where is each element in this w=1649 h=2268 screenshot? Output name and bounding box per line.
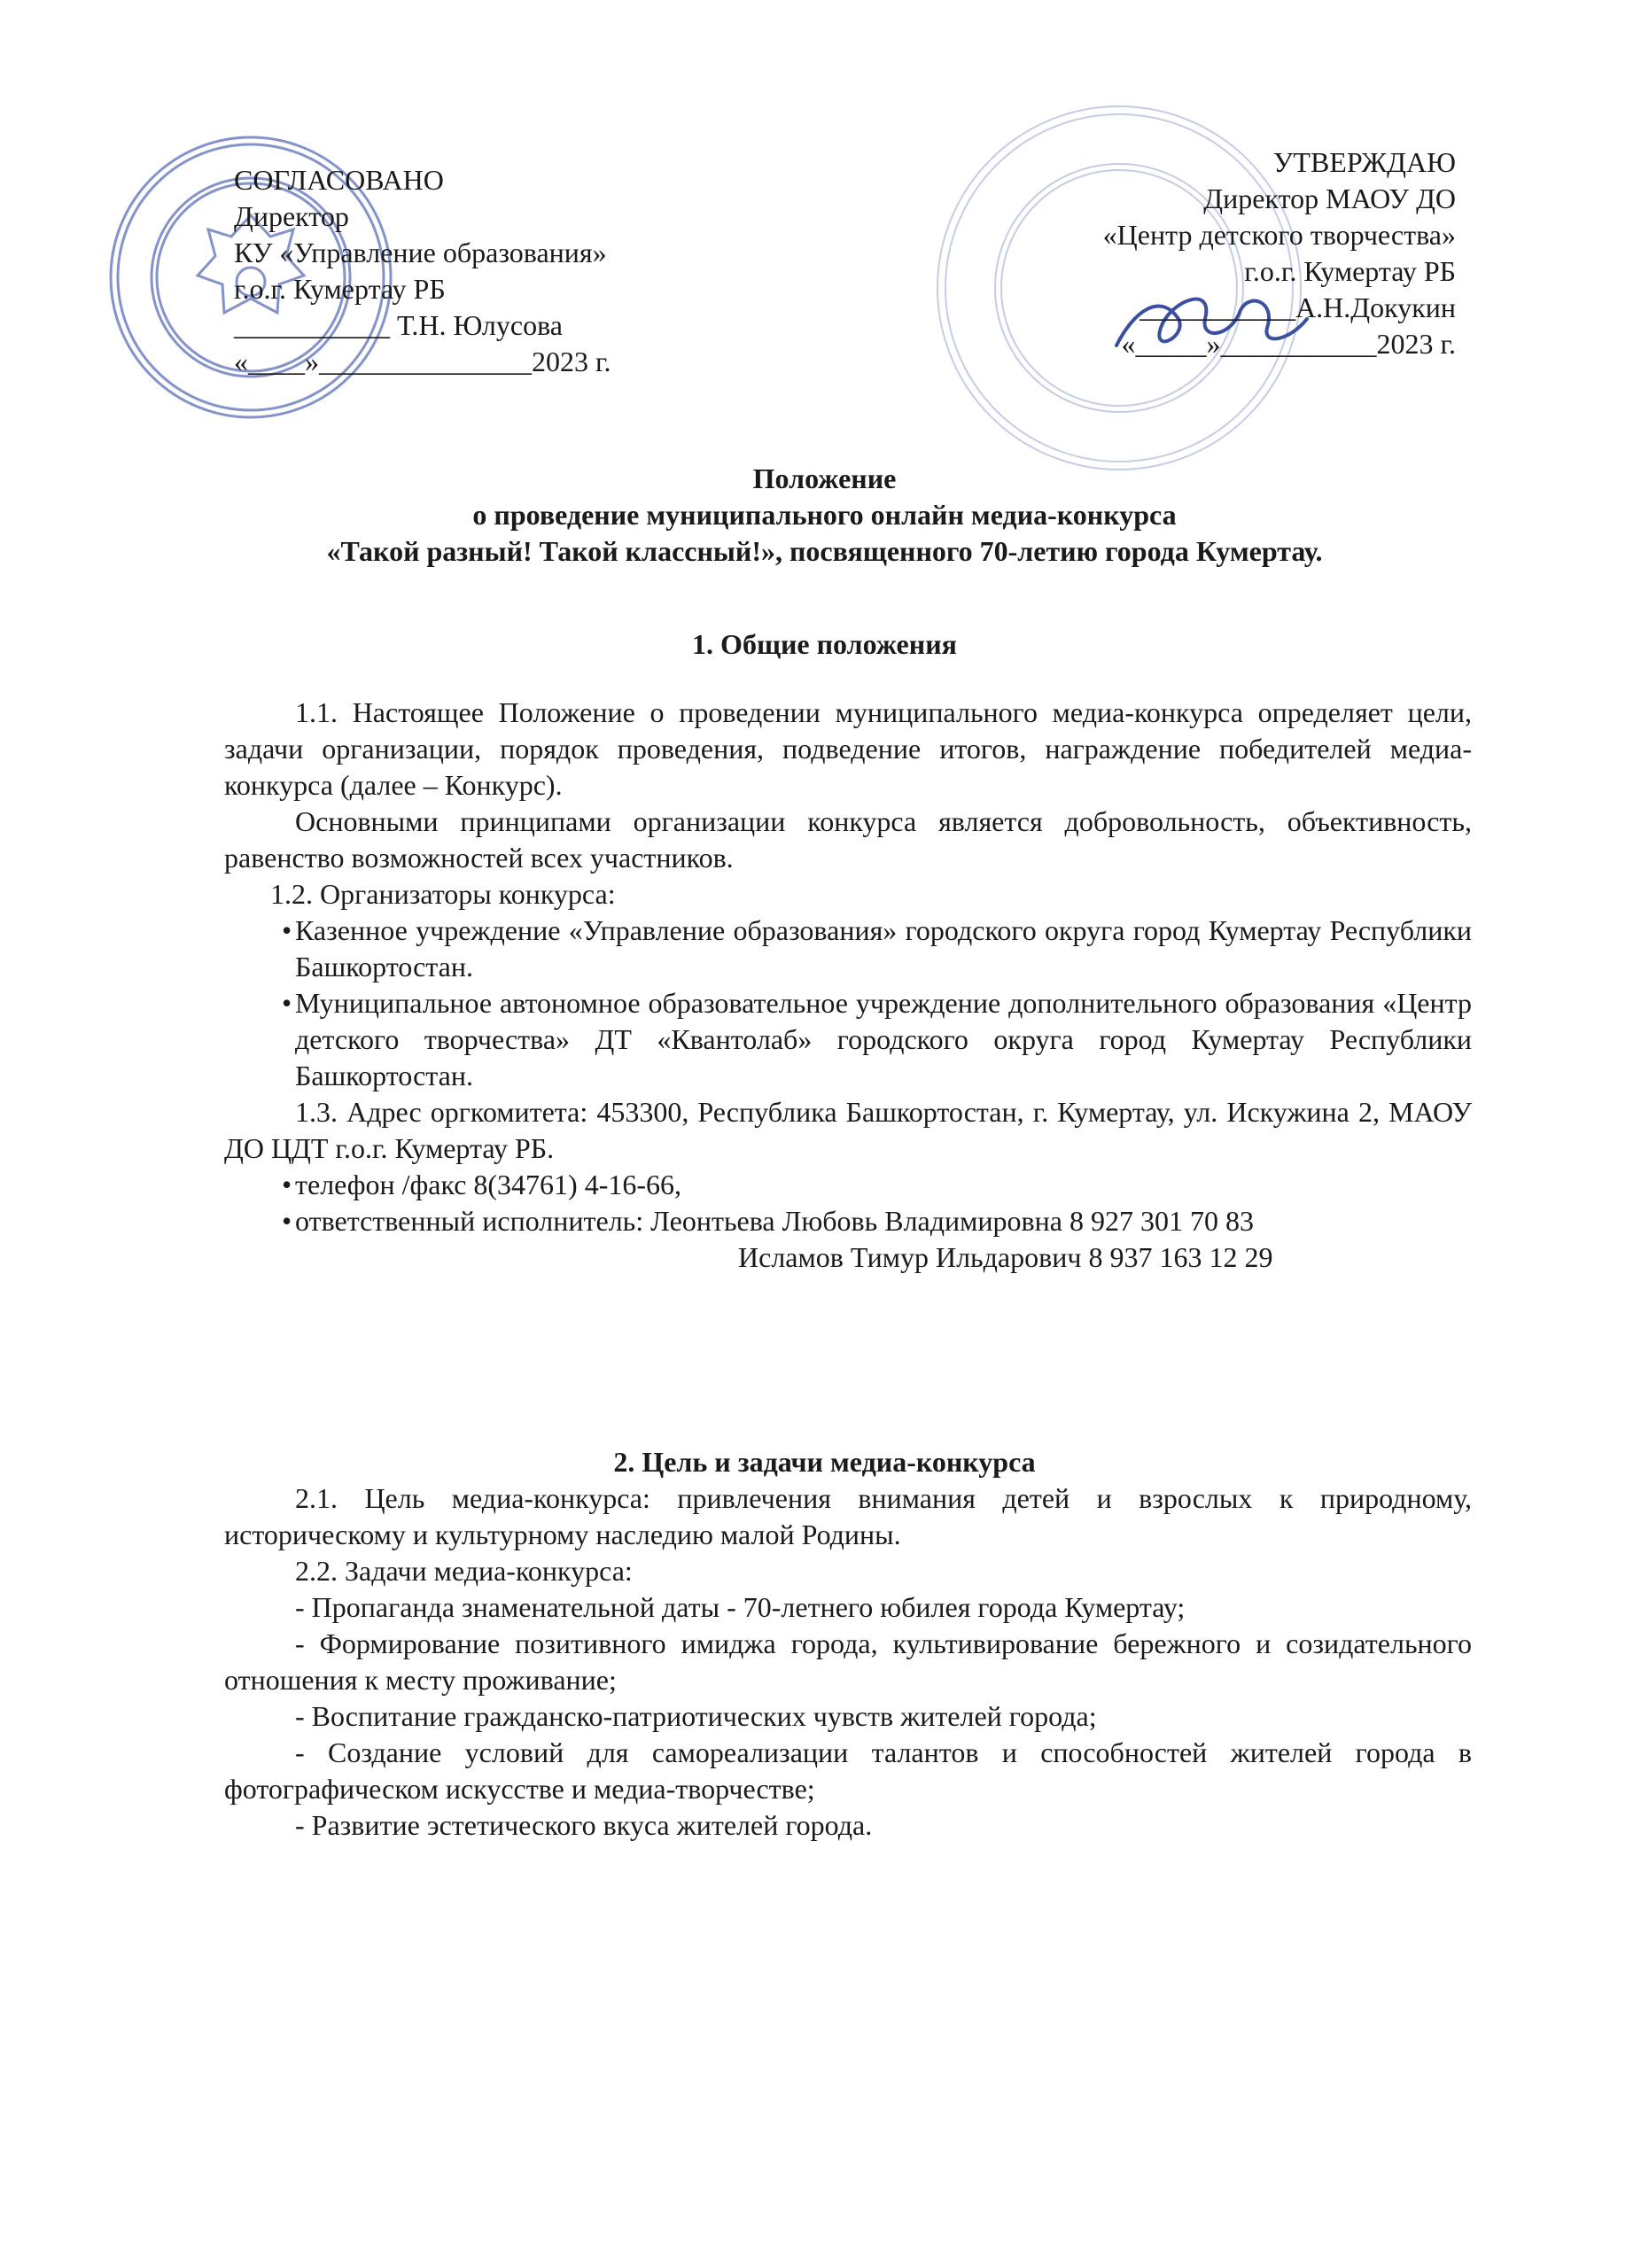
title-line-2: о проведение муниципального онлайн медиа-конкурса bbox=[472, 499, 1177, 531]
header-right-line: «Центр детского творчества» bbox=[1102, 219, 1456, 251]
section-2-body bbox=[224, 1480, 1472, 1844]
phone-text: телефон /факс 8(34761) 4-16-66, bbox=[295, 1169, 682, 1200]
paragraph-1-1b: Основными принципами организации конкурса является добровольность, объективность, равенство возможностей всех участников. bbox=[224, 805, 1472, 874]
header-right-line: ___________А.Н.Докукин bbox=[1140, 291, 1456, 323]
list-item-responsible: • ответственный исполнитель: Леонтьева Любовь Владимировна 8 927 301 70 83 bbox=[282, 1205, 1254, 1237]
paragraph-1-2: 1.2. Организаторы конкурса: bbox=[270, 878, 616, 910]
header-left-line: КУ «Управление образования» bbox=[234, 237, 607, 268]
title-line-3: «Такой разный! Такой классный!», посвященного 70-летию города Кумертау. bbox=[326, 535, 1323, 567]
approval-block-left bbox=[234, 162, 695, 380]
header-left-line: Директор bbox=[234, 200, 349, 232]
header-left-line: г.о.г. Кумертау РБ bbox=[234, 273, 446, 305]
task-item: - Воспитание гражданско-патриотических чувств жителей города; bbox=[295, 1700, 1097, 1732]
paragraph-2-2: 2.2. Задачи медиа-конкурса: bbox=[295, 1555, 633, 1587]
section-1-body bbox=[224, 695, 1472, 1276]
organizer-1-text: Казенное учреждение «Управление образования» городского округа город Кумертау Республики Башкортостан. bbox=[295, 914, 1472, 983]
header-right-line: УТВЕРЖДАЮ bbox=[1272, 146, 1456, 178]
approval-block-right bbox=[924, 144, 1456, 362]
header-left-line: СОГЛАСОВАНО bbox=[234, 164, 444, 196]
header-right-line: «_____»___________2023 г. bbox=[1121, 328, 1456, 360]
task-item: - Создание условий для самореализации талантов и способностей жителей города в фотографическом искусстве и медиа-творчестве; bbox=[224, 1736, 1472, 1805]
paragraph-1-3: 1.3. Адрес оргкомитета: 453300, Республика Башкортостан, г. Кумертау, ул. Искужина 2, МАОУ ДО ЦДТ г.о.г. Кумертау РБ. bbox=[224, 1096, 1472, 1164]
paragraph-2-1: 2.1. Цель медиа-конкурса: привлечения внимания детей и взрослых к природному, историческому и культурному наследию малой Родины. bbox=[224, 1482, 1472, 1550]
header-right-line: г.о.г. Кумертау РБ bbox=[1244, 255, 1456, 287]
list-item-organizer-1: • Казенное учреждение «Управление образования» городского округа город Кумертау Республики Башкортостан. bbox=[282, 914, 1472, 983]
document-title bbox=[0, 461, 1649, 570]
task-item: - Развитие эстетического вкуса жителей города. bbox=[295, 1809, 873, 1841]
section-1-heading: 1. Общие положения bbox=[692, 628, 957, 660]
task-item: - Формирование позитивного имиджа города, культивирование бережного и созидательного отношения к месту проживание; bbox=[224, 1627, 1472, 1696]
header-right-line: Директор МАОУ ДО bbox=[1203, 183, 1456, 214]
paragraph-1-1: 1.1. Настоящее Положение о проведении муниципального медиа-конкурса определяет цели, задачи организации, порядок проведения, подведение итогов, награждение победителей медиа-конкурса (далее – Конкурс). bbox=[224, 696, 1472, 801]
responsible-text: ответственный исполнитель: Леонтьева Любовь Владимировна 8 927 301 70 83 bbox=[295, 1205, 1254, 1237]
task-item: - Пропаганда знаменательной даты - 70-летнего юбилея города Кумертау; bbox=[295, 1591, 1186, 1623]
title-line-1: Положение bbox=[752, 462, 897, 494]
list-item-phone: • телефон /факс 8(34761) 4-16-66, bbox=[282, 1169, 682, 1200]
header-left-line: «____»_______________2023 г. bbox=[234, 346, 611, 377]
responsible-second: Исламов Тимур Ильдарович 8 937 163 12 29 bbox=[738, 1241, 1273, 1273]
header-left-line: ___________ Т.Н. Юлусова bbox=[234, 309, 563, 341]
organizer-2-text: Муниципальное автономное образовательное учреждение дополнительного образования «Центр детского творчества» ДТ «Квантолаб» городского округа город Кумертау Республики Башкортостан. bbox=[295, 987, 1472, 1091]
section-2-heading: 2. Цель и задачи медиа-конкурса bbox=[613, 1446, 1036, 1478]
list-item-organizer-2: • Муниципальное автономное образовательное учреждение дополнительного образования «Центр детского творчества» ДТ «Квантолаб» городского округа город Кумертау Республики Башкортостан. bbox=[282, 987, 1472, 1091]
